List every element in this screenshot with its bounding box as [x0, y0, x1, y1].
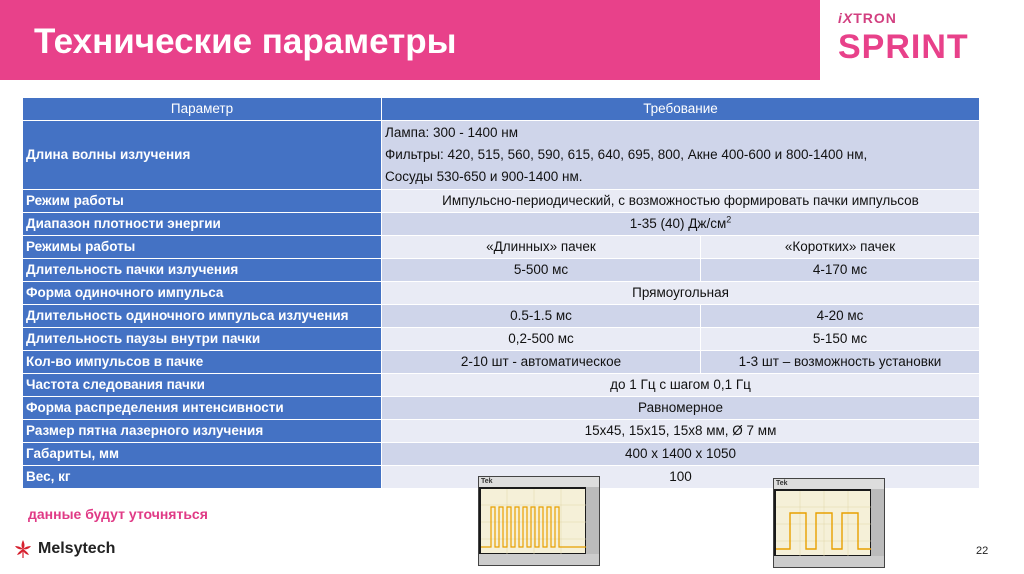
table-row — [23, 374, 980, 397]
row-label: Режимы работы — [23, 236, 382, 259]
osc-screen — [776, 491, 870, 555]
table-row — [23, 443, 980, 466]
row-value: 100 — [382, 466, 980, 489]
osc-trace — [481, 489, 587, 555]
row-label: Длительность пачки излучения — [23, 259, 382, 282]
page-number: 22 — [976, 545, 989, 557]
osc-brand-label: Tek — [481, 478, 493, 485]
row-label: Размер пятна лазерного излучения — [23, 420, 382, 443]
table-row — [23, 328, 980, 351]
row-label: Режим работы — [23, 190, 382, 213]
brand-main: SPRINT — [838, 28, 969, 66]
row-label: Длительность паузы внутри пачки — [23, 328, 382, 351]
table-row — [23, 420, 980, 443]
row-label: Диапазон плотности энергии — [23, 213, 382, 236]
row-label: Форма распределения интенсивности — [23, 397, 382, 420]
osc-screen — [481, 489, 585, 553]
value-line: Лампа: 300 - 1400 нм — [385, 125, 519, 140]
parameters-table — [22, 97, 980, 489]
row-value-long: «Длинных» пачек — [382, 236, 701, 259]
osc-bottom-panel — [774, 556, 884, 567]
melsytech-logo — [12, 538, 116, 565]
row-label: Вес, кг — [23, 466, 382, 489]
header-bar — [0, 0, 820, 80]
row-value-long: 0,2-500 мс — [382, 328, 701, 351]
row-value-short: 5-150 мс — [701, 328, 980, 351]
row-label: Длительность одиночного импульса излучения — [23, 305, 382, 328]
row-label: Форма одиночного импульса — [23, 282, 382, 305]
logo-name: Melsytech — [38, 540, 116, 557]
table-header-row — [23, 98, 980, 121]
header-param: Параметр — [23, 98, 382, 121]
row-label: Габариты, мм — [23, 443, 382, 466]
row-label: Частота следования пачки — [23, 374, 382, 397]
row-value: 15х45, 15х15, 15х8 мм, Ø 7 мм — [382, 420, 980, 443]
disclaimer-note: данные будут уточняться — [28, 506, 208, 522]
table-row — [23, 236, 980, 259]
value-text: 1-35 (40) Дж/см — [629, 216, 727, 231]
table-row — [23, 190, 980, 213]
osc-toolbar — [774, 479, 884, 489]
row-label: Длина волны излучения — [23, 121, 382, 190]
oscilloscope-image-long-bursts — [478, 476, 600, 566]
row-value-long: 2-10 шт - автоматическое — [382, 351, 701, 374]
table-row — [23, 305, 980, 328]
row-value: Равномерное — [382, 397, 980, 420]
oscilloscope-image-short-bursts — [773, 478, 885, 568]
table-row — [23, 397, 980, 420]
page-title: Технические параметры — [34, 22, 457, 61]
row-value: 400 х 1400 х 1050 — [382, 443, 980, 466]
row-value — [382, 213, 980, 236]
melsytech-leaf-icon — [12, 538, 34, 560]
row-value-long: 0.5-1.5 мс — [382, 305, 701, 328]
row-label: Кол-во импульсов в пачке — [23, 351, 382, 374]
osc-toolbar — [479, 477, 599, 487]
osc-bottom-panel — [479, 554, 599, 565]
row-value: Импульсно-периодический, с возможностью формировать пачки импульсов — [382, 190, 980, 213]
table-row — [23, 282, 980, 305]
header-requirement: Требование — [382, 98, 980, 121]
table-row — [23, 121, 980, 190]
row-value-short: 4-20 мс — [701, 305, 980, 328]
value-sup: 2 — [726, 214, 732, 225]
row-value-short: «Коротких» пачек — [701, 236, 980, 259]
row-value-long: 5-500 мс — [382, 259, 701, 282]
row-value-short: 1-3 шт – возможность установки — [701, 351, 980, 374]
row-value: Прямоугольная — [382, 282, 980, 305]
row-value-short: 4-170 мс — [701, 259, 980, 282]
table-row — [23, 259, 980, 282]
value-line: Сосуды 530-650 и 900-1400 нм. — [385, 169, 583, 184]
osc-brand-label: Tek — [776, 480, 788, 487]
table-row — [23, 213, 980, 236]
table-row — [23, 351, 980, 374]
brand-logo — [838, 10, 1008, 70]
row-value: до 1 Гц с шагом 0,1 Гц — [382, 374, 980, 397]
value-line: Фильтры: 420, 515, 560, 590, 615, 640, 695, 800, Акне 400-600 и 800-1400 нм, — [385, 147, 868, 162]
osc-trace — [776, 491, 872, 557]
row-value — [382, 121, 980, 190]
brand-top: iXTRON — [838, 10, 897, 26]
